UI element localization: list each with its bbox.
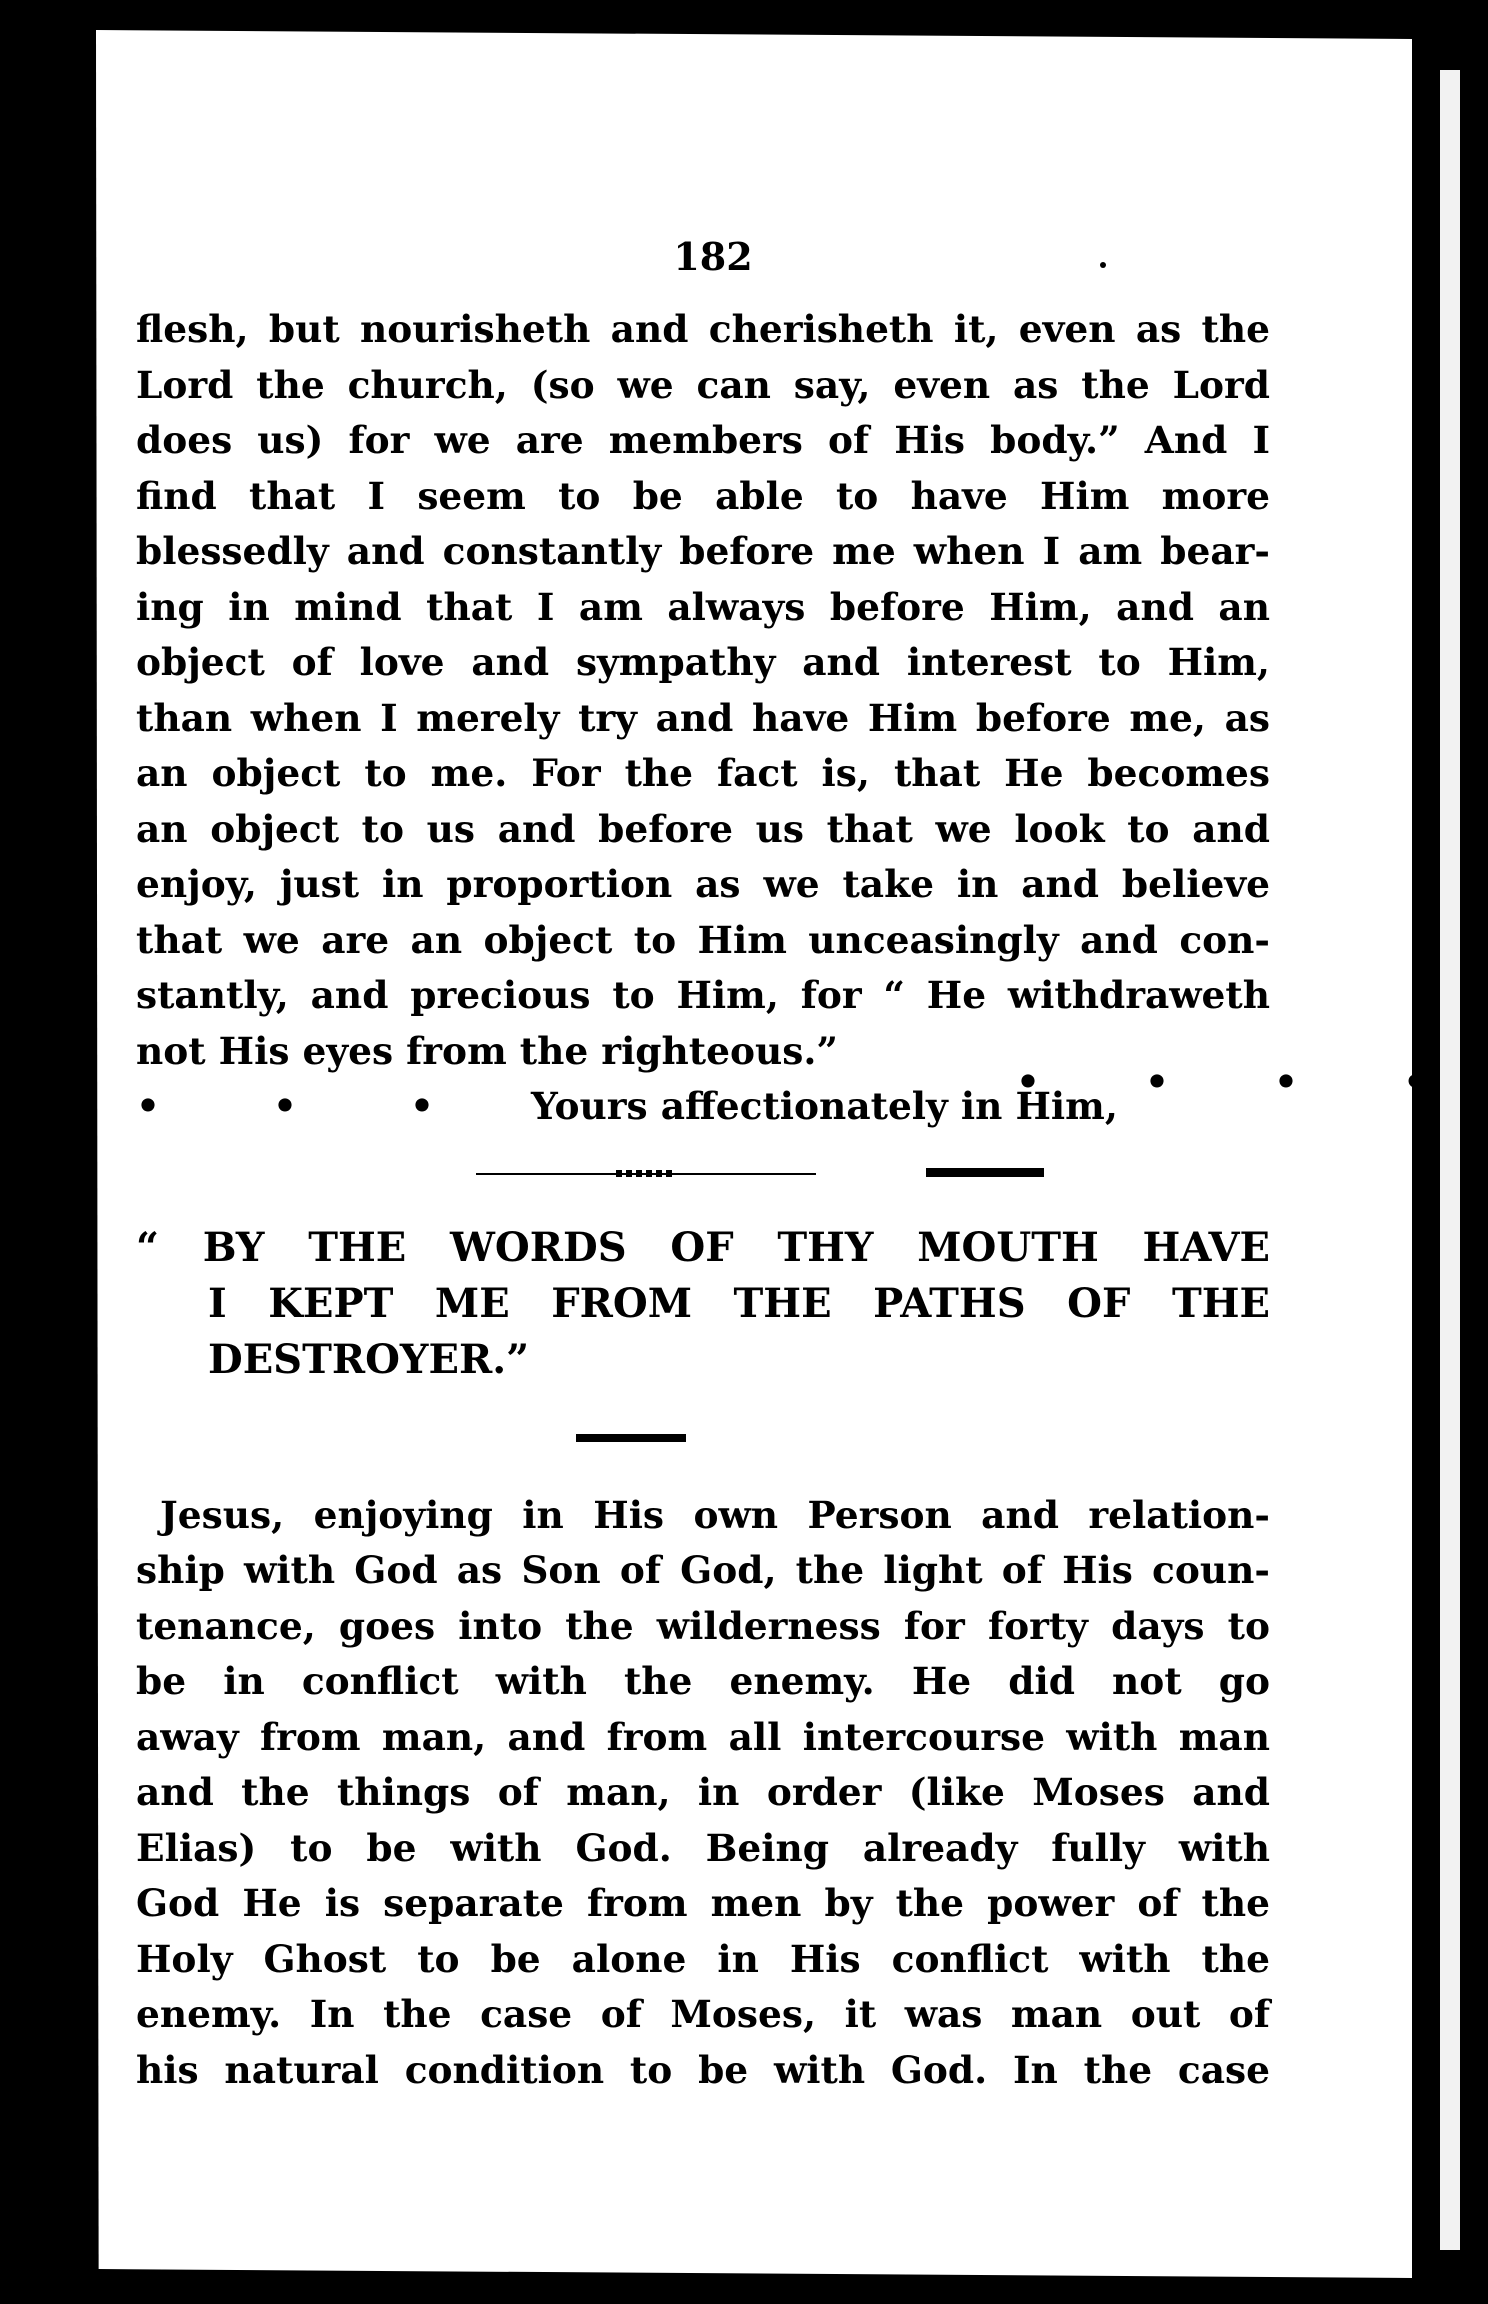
divider-thick-rule bbox=[926, 1168, 1044, 1177]
ellipsis-dots-right: • • • • bbox=[1016, 1060, 1474, 1104]
text-line: his natural condition to be with God. In the case bbox=[136, 2047, 1270, 2092]
text-line: find that I seem to be able to have Him more bbox=[136, 473, 1270, 518]
text-line: Lord the church, (so we can say, even as the Lord bbox=[136, 362, 1270, 407]
text-line: tenance, goes into the wilderness for forty days to bbox=[136, 1603, 1270, 1648]
page-number: 182 bbox=[673, 234, 753, 279]
text-line: enjoy, just in proportion as we take in and believe bbox=[136, 862, 1270, 906]
text-line: God He is separate from men by the power of the bbox=[136, 1881, 1270, 1925]
text-line: that we are an object to Him unceasingly and con- bbox=[136, 917, 1270, 962]
text-line: object of love and sympathy and interest to Him, bbox=[136, 640, 1270, 684]
text-line: an object to us and before us that we look to and bbox=[136, 806, 1270, 851]
heading-line: “ BY THE WORDS OF THY MOUTH HAVE bbox=[136, 1223, 1270, 1271]
text-line: Elias) to be with God. Being already fully with bbox=[136, 1825, 1270, 1870]
text-line: be in conflict with the enemy. He did not go bbox=[136, 1659, 1270, 1703]
section-divider bbox=[136, 1135, 1270, 1220]
text-line: and the things of man, in order (like Moses and bbox=[136, 1770, 1270, 1814]
text-line: blessedly and constantly before me when I am bear- bbox=[136, 529, 1270, 573]
text-line: Holy Ghost to be alone in His conflict with the bbox=[136, 1936, 1270, 1981]
letter-closing-row bbox=[136, 1060, 1474, 1135]
text-line: Jesus, enjoying in His own Person and relation- bbox=[160, 1492, 1270, 1537]
section-heading bbox=[136, 1220, 1270, 1388]
heading-line: DESTROYER.” bbox=[208, 1335, 530, 1383]
heading-line: I KEPT ME FROM THE PATHS OF THE bbox=[208, 1279, 1270, 1327]
text-line: ing in mind that I am always before Him, and an bbox=[136, 584, 1270, 629]
page-text-block bbox=[136, 222, 1474, 2098]
paragraph-letter-body bbox=[136, 302, 1270, 1079]
letter-closing: Yours affectionately in Him, bbox=[531, 1084, 1118, 1128]
heading-divider bbox=[136, 1388, 1270, 1488]
heading-rule bbox=[576, 1434, 686, 1442]
text-line: flesh, but nourisheth and cherisheth it, even as the bbox=[136, 307, 1270, 351]
text-line: an object to me. For the fact is, that He becomes bbox=[136, 751, 1270, 795]
text-line: away from man, and from all intercourse with man bbox=[136, 1714, 1270, 1759]
ink-speck bbox=[1100, 262, 1106, 268]
adjacent-page-edge bbox=[1440, 70, 1460, 2250]
text-line: than when I merely try and have Him before me, as bbox=[136, 695, 1270, 740]
text-line: not His eyes from the righteous.” bbox=[136, 1028, 838, 1073]
ellipsis-dots-left: • • • bbox=[136, 1084, 485, 1128]
divider-ornament bbox=[616, 1170, 676, 1177]
text-line: ship with God as Son of God, the light of His coun- bbox=[136, 1548, 1270, 1592]
text-line: enemy. In the case of Moses, it was man out of bbox=[136, 1992, 1270, 2036]
paragraph-section-body bbox=[136, 1488, 1270, 2099]
text-line: stantly, and precious to Him, for “ He withdraweth bbox=[136, 973, 1270, 1017]
text-line: does us) for we are members of His body.” And I bbox=[136, 418, 1270, 462]
